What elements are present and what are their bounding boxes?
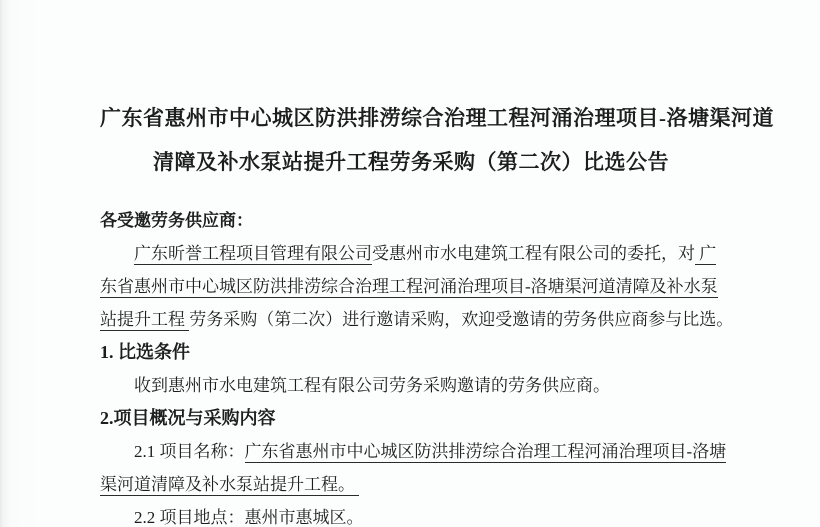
document-content <box>100 96 774 527</box>
paragraph-line <box>100 369 722 402</box>
paragraph-line <box>100 270 722 303</box>
section-heading <box>100 336 722 369</box>
paragraph-line <box>100 435 727 468</box>
salutation-line: 各受邀劳务供应商： <box>100 211 253 230</box>
text-run: 受惠州市水电建筑工程有限公司的委托，对 <box>372 244 695 263</box>
text-run: 收到惠州市水电建筑工程有限公司劳务采购邀请的劳务供应商。 <box>134 376 610 395</box>
text-run: 。 <box>346 508 364 527</box>
text-run: 2.项目概况与采购内容 <box>100 408 276 428</box>
underlined-text: 东省惠州市中心城区防洪排涝综合治理工程河涌治理项目-洛塘渠河道清障及补水泵 <box>100 277 718 296</box>
document-body <box>100 237 734 527</box>
text-run: 2.2 项目地点： <box>134 508 245 527</box>
underlined-text: 站提升工程 <box>100 310 190 329</box>
text-run: 2.1 项目名称： <box>134 442 245 461</box>
document-title-line-2: 清障及补水泵站提升工程劳务采购（第二次）比选公告 <box>153 150 669 174</box>
paragraph-line <box>100 468 722 501</box>
text-run: 1. 比选条件 <box>100 342 190 362</box>
paragraph-line <box>100 303 734 336</box>
document-title-line-1: 广东省惠州市中心城区防洪排涝综合治理工程河涌治理项目-洛塘渠河道 <box>100 106 774 130</box>
text-run: 劳务采购（第二次）进行邀请采购，欢迎受邀请的劳务供应商参与比选。 <box>189 310 734 329</box>
paragraph-line <box>100 237 722 270</box>
underlined-text: 广东昕誉工程项目管理有限公司 <box>134 244 372 263</box>
underlined-text: 渠河道清障及补水泵站提升工程。 <box>100 475 360 494</box>
underlined-text: 广东省惠州市中心城区防洪排涝综合治理工程河涌治理项目-洛塘 <box>244 442 727 461</box>
underlined-text: 广 <box>695 244 717 263</box>
document-title <box>100 96 774 184</box>
section-heading <box>100 402 722 435</box>
underlined-text: 惠州市惠城区 <box>244 508 347 527</box>
paragraph-line <box>100 501 722 527</box>
